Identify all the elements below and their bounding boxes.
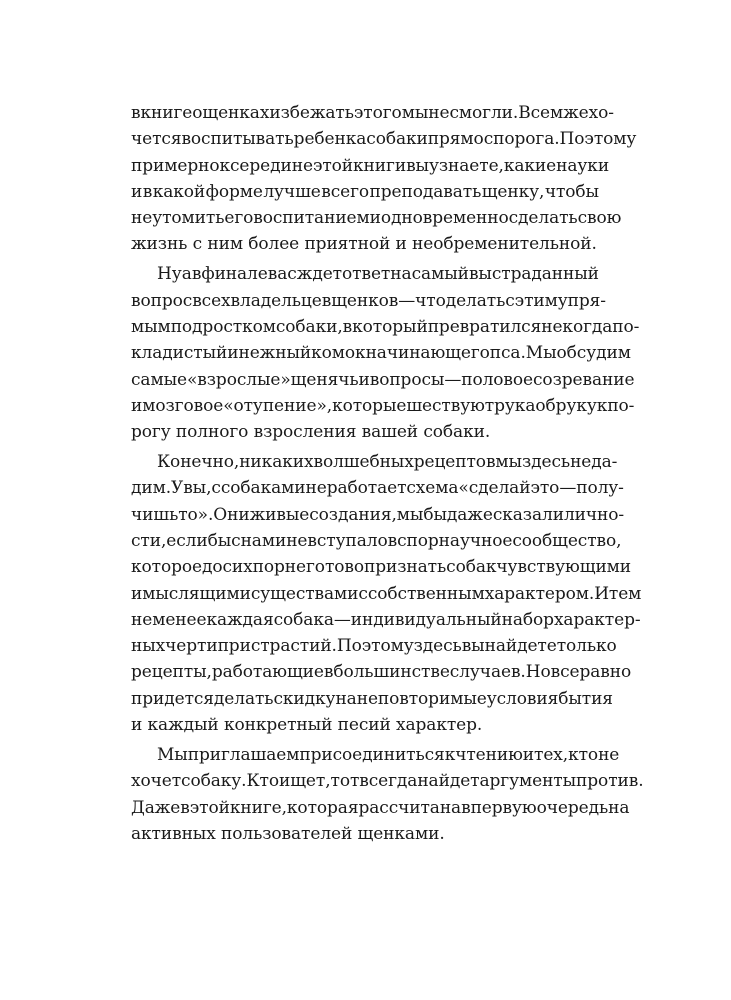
text-line: примерно к середине этой книги вы узнаете, какие науки [131,155,610,176]
text-line: не утомить его воспитанием и одновременно сделать свою [131,208,622,229]
text-line: рогу полного взросления вашей собаки. [131,422,491,443]
paragraph [131,100,637,258]
body-text [131,100,644,847]
text-line: Даже в этой книге, которая рассчитана в первую очередь на [131,797,630,818]
text-line: Конечно, никаких волшебных рецептов мы здесь не да- [157,452,618,473]
text-line: в книге о щенках избежать этого мы не смогли. Всем же хо- [131,103,614,123]
text-line: и мозговое «отупение», которые шествуют рука об руку к по- [131,395,635,416]
text-line: придется делать скидку на неповторимые условия бытия [131,688,613,709]
text-line: жизнь с ним более приятной и необременительной. [131,234,597,255]
text-line: не менее каждая собака — индивидуальный набор характер- [131,609,641,630]
text-line: самые «взрослые» щенячьи вопросы — половое созревание [131,369,635,390]
text-line: дим. Увы, с собаками не работает схема «сделай это — полу- [131,478,624,499]
paragraph [131,449,642,738]
text-line: хочет собаку. Кто ищет, тот всегда найдет аргументы против. [131,771,644,792]
text-line: чишь то». Они живые создания, мы бы даже сказали лично- [131,504,625,525]
paragraph [131,261,640,445]
text-line: которое до сих пор не готово признать собак чувствующими [131,557,632,578]
text-line: кладистый и нежный комок начинающего пса. Мы обсудим [131,343,631,364]
text-line: чется воспитывать ребенка собаки прямо с порога. Поэтому [131,129,637,150]
text-line: активных пользователей щенками. [131,823,445,844]
text-line: Ну а в финале вас ждет ответ на самый выстраданный [157,264,599,285]
text-line: и каждый конкретный песий характер. [131,715,483,736]
paragraph [131,742,644,847]
text-line: рецепты, работающие в большинстве случаев. Но все равно [131,662,632,683]
text-line: мым подростком собаки, в который превратился некогда по- [131,316,640,337]
text-line: ных черт и пристрастий. Поэтому здесь вы найдете только [131,636,617,657]
text-line: вопрос всех владельцев щенков — что делать с этим упря- [131,290,606,311]
text-line: и мыслящими существами с собственным характером. И тем [131,583,642,604]
text-line: сти, если бы с нами не вступало в спор научное сообщество, [131,530,622,551]
text-line: и в какой форме лучше всего преподавать щенку, чтобы [131,181,599,202]
text-line: Мы приглашаем присоединиться к чтению и тех, кто не [157,744,620,765]
